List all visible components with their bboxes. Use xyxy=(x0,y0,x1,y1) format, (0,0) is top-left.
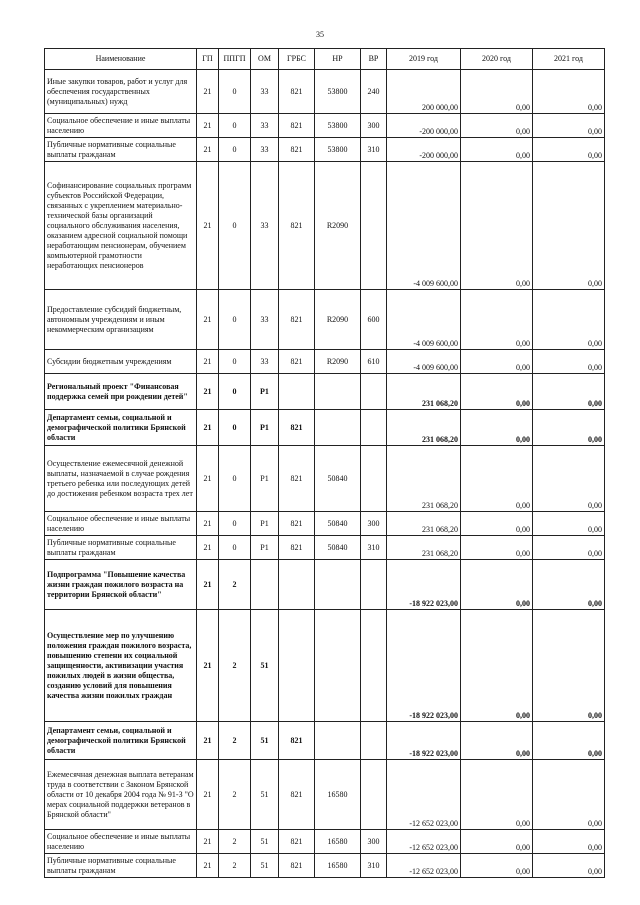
table-row xyxy=(45,350,605,374)
row-grbs: 821 xyxy=(279,536,315,560)
row-2021: 0,00 xyxy=(533,138,605,162)
row-name: Департамент семьи, социальной и демографической политики Брянской области xyxy=(45,410,197,446)
row-2020: 0,00 xyxy=(461,830,533,854)
row-2019: -4 009 600,00 xyxy=(387,162,461,290)
col-name-header: Наименование xyxy=(45,49,197,70)
row-2019: -12 652 023,00 xyxy=(387,830,461,854)
row-name: Публичные нормативные социальные выплаты гражданам xyxy=(45,854,197,878)
row-ppgp: 0 xyxy=(219,162,251,290)
row-nr: R2090 xyxy=(315,290,361,350)
row-om: 33 xyxy=(251,114,279,138)
row-2019: 231 068,20 xyxy=(387,374,461,410)
row-gp: 21 xyxy=(197,350,219,374)
row-2021: 0,00 xyxy=(533,350,605,374)
row-grbs: 821 xyxy=(279,70,315,114)
row-om: 33 xyxy=(251,162,279,290)
table-row xyxy=(45,722,605,760)
row-name: Региональный проект "Финансовая поддержка семей при рождении детей" xyxy=(45,374,197,410)
row-gp: 21 xyxy=(197,560,219,610)
table-row xyxy=(45,374,605,410)
row-name: Департамент семьи, социальной и демографической политики Брянской области xyxy=(45,722,197,760)
row-2019: -200 000,00 xyxy=(387,114,461,138)
row-2021: 0,00 xyxy=(533,830,605,854)
row-2020: 0,00 xyxy=(461,374,533,410)
row-2019: -12 652 023,00 xyxy=(387,760,461,830)
row-ppgp: 0 xyxy=(219,512,251,536)
row-name: Публичные нормативные социальные выплаты гражданам xyxy=(45,138,197,162)
row-2021: 0,00 xyxy=(533,760,605,830)
row-gp: 21 xyxy=(197,446,219,512)
row-2020: 0,00 xyxy=(461,350,533,374)
row-name: Ежемесячная денежная выплата ветеранам труда в соответствии с Законом Брянской области от 10 декабря 2004 года № 91-З "О мерах социальной поддержки ветеранов в Брянской области" xyxy=(45,760,197,830)
row-ppgp: 2 xyxy=(219,854,251,878)
table-row xyxy=(45,138,605,162)
row-2021: 0,00 xyxy=(533,512,605,536)
row-vr xyxy=(361,410,387,446)
row-nr: 16580 xyxy=(315,830,361,854)
row-nr: 53800 xyxy=(315,138,361,162)
row-2021: 0,00 xyxy=(533,536,605,560)
row-gp: 21 xyxy=(197,512,219,536)
row-nr xyxy=(315,610,361,722)
row-nr: 50840 xyxy=(315,446,361,512)
row-gp: 21 xyxy=(197,760,219,830)
row-ppgp: 2 xyxy=(219,610,251,722)
table-row xyxy=(45,446,605,512)
table-row xyxy=(45,610,605,722)
row-om: P1 xyxy=(251,512,279,536)
row-grbs: 821 xyxy=(279,290,315,350)
row-vr xyxy=(361,162,387,290)
row-2021: 0,00 xyxy=(533,114,605,138)
row-name: Софинансирование социальных программ субъектов Российской Федерации, связанных с укреплением материально-технической базы организаций социального обслуживания населения, оказанием адресной социальной помощи неработающим пенсионерам, обучением компьютерной грамотности неработающих пенсионеров xyxy=(45,162,197,290)
col-vr-header: ВР xyxy=(361,49,387,70)
row-2020: 0,00 xyxy=(461,760,533,830)
row-ppgp: 0 xyxy=(219,350,251,374)
row-grbs xyxy=(279,610,315,722)
col-2019-header: 2019 год xyxy=(387,49,461,70)
row-ppgp: 2 xyxy=(219,722,251,760)
row-om: P1 xyxy=(251,410,279,446)
row-om: 51 xyxy=(251,854,279,878)
row-vr xyxy=(361,722,387,760)
row-nr xyxy=(315,374,361,410)
row-name: Иные закупки товаров, работ и услуг для обеспечения государственных (муниципальных) нужд xyxy=(45,70,197,114)
row-gp: 21 xyxy=(197,830,219,854)
row-nr xyxy=(315,722,361,760)
row-2019: 200 000,00 xyxy=(387,70,461,114)
row-2020: 0,00 xyxy=(461,560,533,610)
row-om: 33 xyxy=(251,290,279,350)
row-gp: 21 xyxy=(197,722,219,760)
row-2019: -18 922 023,00 xyxy=(387,722,461,760)
col-2020-header: 2020 год xyxy=(461,49,533,70)
row-grbs xyxy=(279,560,315,610)
table-row xyxy=(45,70,605,114)
table-row xyxy=(45,410,605,446)
row-name: Социальное обеспечение и иные выплаты населению xyxy=(45,114,197,138)
row-2019: 231 068,20 xyxy=(387,512,461,536)
row-nr: R2090 xyxy=(315,350,361,374)
row-om: 51 xyxy=(251,610,279,722)
page-number: 35 xyxy=(316,30,324,39)
row-om: 51 xyxy=(251,722,279,760)
col-nr-header: НР xyxy=(315,49,361,70)
row-vr: 600 xyxy=(361,290,387,350)
row-name: Предоставление субсидий бюджетным, автономным учреждениям и иным некоммерческим организациям xyxy=(45,290,197,350)
row-om: 33 xyxy=(251,350,279,374)
row-vr: 240 xyxy=(361,70,387,114)
row-2021: 0,00 xyxy=(533,722,605,760)
row-2021: 0,00 xyxy=(533,410,605,446)
row-vr xyxy=(361,446,387,512)
row-2021: 0,00 xyxy=(533,610,605,722)
row-grbs: 821 xyxy=(279,138,315,162)
row-ppgp: 2 xyxy=(219,760,251,830)
row-vr xyxy=(361,374,387,410)
row-grbs xyxy=(279,374,315,410)
table-row xyxy=(45,290,605,350)
row-grbs: 821 xyxy=(279,722,315,760)
row-name: Подпрограмма "Повышение качества жизни граждан пожилого возраста на территории Брянской области" xyxy=(45,560,197,610)
table-row xyxy=(45,114,605,138)
row-grbs: 821 xyxy=(279,512,315,536)
row-nr: R2090 xyxy=(315,162,361,290)
row-2019: -4 009 600,00 xyxy=(387,290,461,350)
row-ppgp: 0 xyxy=(219,410,251,446)
row-nr: 50840 xyxy=(315,512,361,536)
row-nr xyxy=(315,410,361,446)
row-2019: -4 009 600,00 xyxy=(387,350,461,374)
row-2021: 0,00 xyxy=(533,560,605,610)
row-2019: -12 652 023,00 xyxy=(387,854,461,878)
row-vr xyxy=(361,760,387,830)
row-name: Социальное обеспечение и иные выплаты населению xyxy=(45,512,197,536)
row-grbs: 821 xyxy=(279,410,315,446)
row-grbs: 821 xyxy=(279,350,315,374)
row-ppgp: 2 xyxy=(219,560,251,610)
row-2020: 0,00 xyxy=(461,536,533,560)
row-2020: 0,00 xyxy=(461,162,533,290)
row-ppgp: 2 xyxy=(219,830,251,854)
row-vr: 310 xyxy=(361,854,387,878)
row-vr: 610 xyxy=(361,350,387,374)
row-grbs: 821 xyxy=(279,830,315,854)
row-om: 51 xyxy=(251,760,279,830)
row-2020: 0,00 xyxy=(461,610,533,722)
row-om: P1 xyxy=(251,374,279,410)
table-row xyxy=(45,830,605,854)
row-2019: -18 922 023,00 xyxy=(387,610,461,722)
row-2021: 0,00 xyxy=(533,290,605,350)
row-2020: 0,00 xyxy=(461,70,533,114)
row-2020: 0,00 xyxy=(461,446,533,512)
col-2021-header: 2021 год xyxy=(533,49,605,70)
row-2019: 231 068,20 xyxy=(387,410,461,446)
table-row xyxy=(45,162,605,290)
row-2019: 231 068,20 xyxy=(387,446,461,512)
row-name: Осуществление мер по улучшению положения граждан пожилого возраста, повышению степени их социальной защищенности, активизации участия пожилых людей в жизни общества, созданию условий для повышения качества жизни пожилых граждан xyxy=(45,610,197,722)
row-2020: 0,00 xyxy=(461,410,533,446)
row-2021: 0,00 xyxy=(533,854,605,878)
col-om-header: ОМ xyxy=(251,49,279,70)
row-2020: 0,00 xyxy=(461,114,533,138)
row-vr: 310 xyxy=(361,138,387,162)
table-row xyxy=(45,560,605,610)
row-vr xyxy=(361,560,387,610)
row-om: P1 xyxy=(251,446,279,512)
row-2020: 0,00 xyxy=(461,138,533,162)
row-2021: 0,00 xyxy=(533,70,605,114)
row-grbs: 821 xyxy=(279,760,315,830)
row-ppgp: 0 xyxy=(219,114,251,138)
row-om: 33 xyxy=(251,70,279,114)
table-row xyxy=(45,854,605,878)
row-grbs: 821 xyxy=(279,162,315,290)
row-nr: 53800 xyxy=(315,70,361,114)
row-ppgp: 0 xyxy=(219,70,251,114)
row-gp: 21 xyxy=(197,290,219,350)
row-gp: 21 xyxy=(197,536,219,560)
row-2020: 0,00 xyxy=(461,512,533,536)
row-gp: 21 xyxy=(197,70,219,114)
row-name: Публичные нормативные социальные выплаты гражданам xyxy=(45,536,197,560)
row-2020: 0,00 xyxy=(461,854,533,878)
row-nr xyxy=(315,560,361,610)
row-ppgp: 0 xyxy=(219,446,251,512)
row-grbs: 821 xyxy=(279,854,315,878)
row-vr: 300 xyxy=(361,114,387,138)
row-nr: 50840 xyxy=(315,536,361,560)
row-name: Социальное обеспечение и иные выплаты населению xyxy=(45,830,197,854)
table-row xyxy=(45,760,605,830)
row-2021: 0,00 xyxy=(533,446,605,512)
row-nr: 53800 xyxy=(315,114,361,138)
row-nr: 16580 xyxy=(315,854,361,878)
table-row xyxy=(45,536,605,560)
row-vr: 300 xyxy=(361,830,387,854)
row-ppgp: 0 xyxy=(219,374,251,410)
row-2020: 0,00 xyxy=(461,290,533,350)
row-gp: 21 xyxy=(197,114,219,138)
row-2019: -18 922 023,00 xyxy=(387,560,461,610)
row-vr: 310 xyxy=(361,536,387,560)
row-gp: 21 xyxy=(197,610,219,722)
row-name: Субсидии бюджетным учреждениям xyxy=(45,350,197,374)
budget-table xyxy=(44,48,605,878)
row-om xyxy=(251,560,279,610)
row-om: 33 xyxy=(251,138,279,162)
row-ppgp: 0 xyxy=(219,290,251,350)
row-gp: 21 xyxy=(197,854,219,878)
row-2021: 0,00 xyxy=(533,374,605,410)
row-grbs: 821 xyxy=(279,114,315,138)
row-name: Осуществление ежемесячной денежной выплаты, назначаемой в случае рождения третьего ребенка или последующих детей до достижения ребенком возраста трех лет xyxy=(45,446,197,512)
col-gp-header: ГП xyxy=(197,49,219,70)
row-gp: 21 xyxy=(197,138,219,162)
row-gp: 21 xyxy=(197,374,219,410)
row-2021: 0,00 xyxy=(533,162,605,290)
row-om: P1 xyxy=(251,536,279,560)
row-2019: 231 068,20 xyxy=(387,536,461,560)
col-grbs-header: ГРБС xyxy=(279,49,315,70)
row-gp: 21 xyxy=(197,410,219,446)
row-vr: 300 xyxy=(361,512,387,536)
row-2020: 0,00 xyxy=(461,722,533,760)
row-2019: -200 000,00 xyxy=(387,138,461,162)
row-ppgp: 0 xyxy=(219,138,251,162)
row-nr: 16580 xyxy=(315,760,361,830)
col-ppgp-header: ППГП xyxy=(219,49,251,70)
row-ppgp: 0 xyxy=(219,536,251,560)
row-grbs: 821 xyxy=(279,446,315,512)
row-om: 51 xyxy=(251,830,279,854)
table-row xyxy=(45,512,605,536)
row-gp: 21 xyxy=(197,162,219,290)
table-header-row xyxy=(45,49,605,70)
row-vr xyxy=(361,610,387,722)
